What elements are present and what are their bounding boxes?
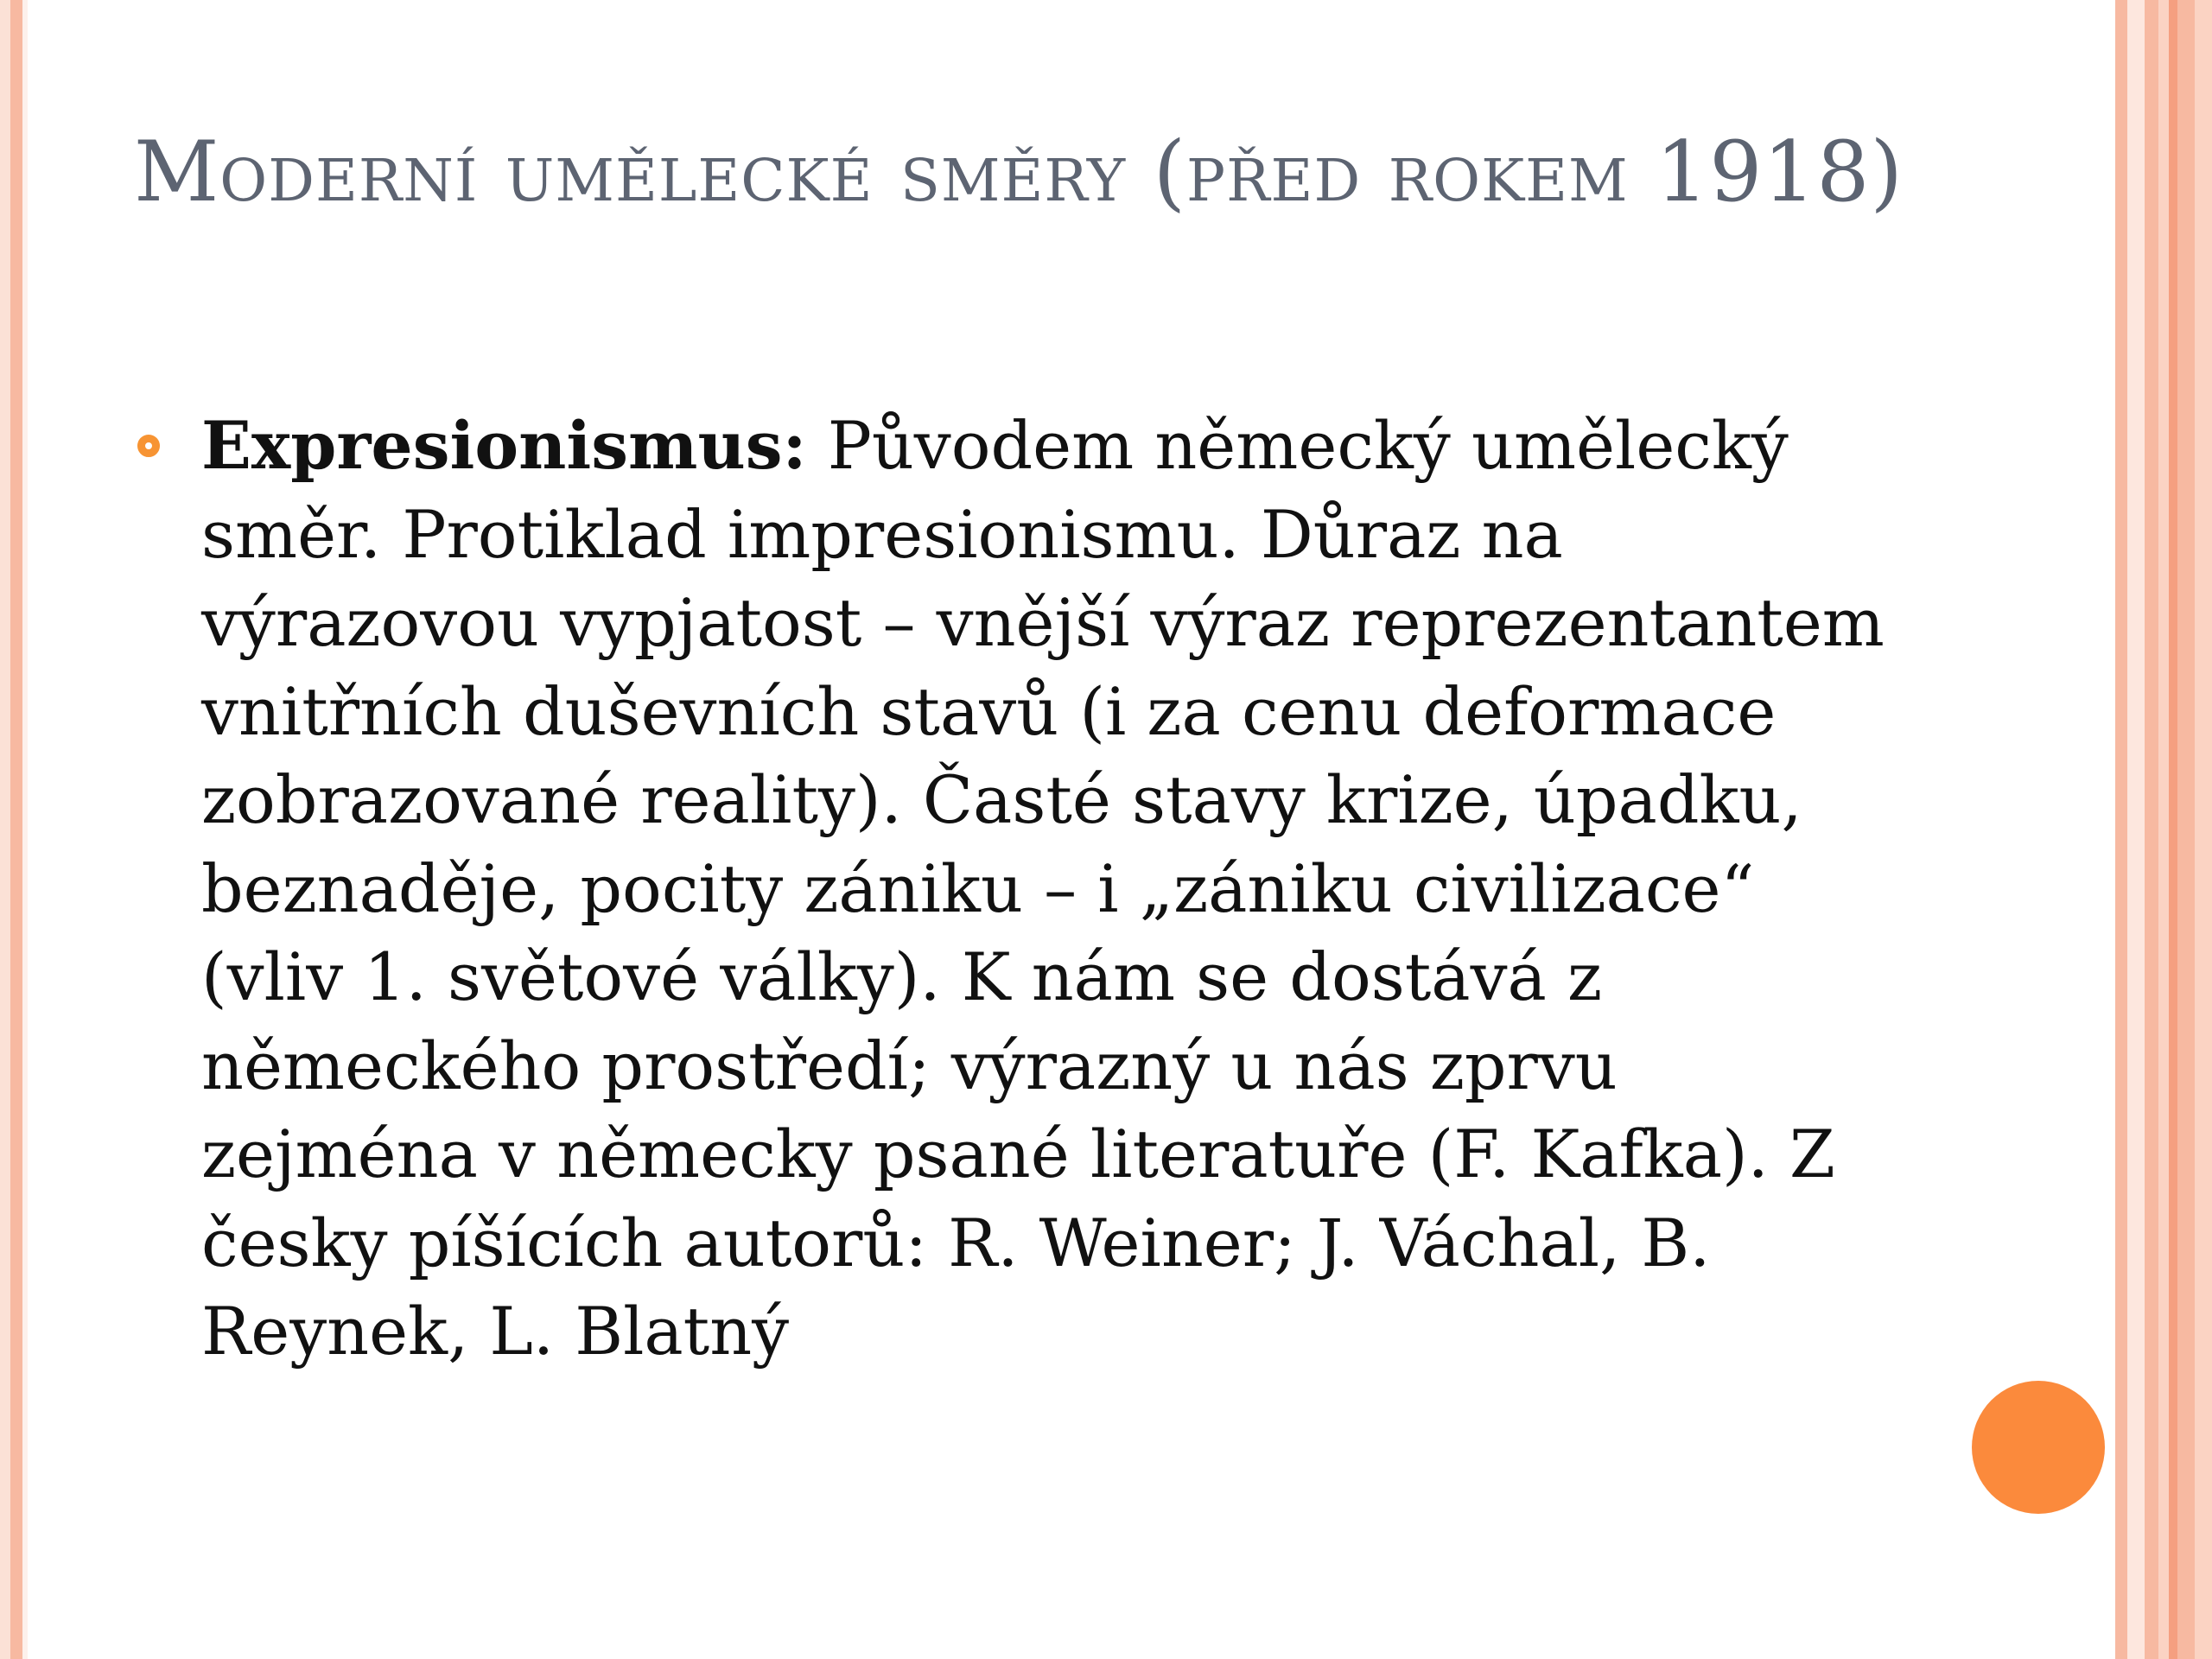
left-edge-band [0, 0, 10, 1659]
right-edge-stripe [2127, 0, 2145, 1659]
bullet-ring-icon [137, 435, 160, 457]
right-edge-stripe [2158, 0, 2169, 1659]
bullet-text: Původem německý umělecký směr. Protiklad impresionismu. Důraz na výrazovou vypjatost – vnější výraz reprezentantem vnitřních duševních stavů (i za cenu deformace zobrazované reality). Časté stavy krize, úpadku, beznaděje, pocity zániku – i „zániku civilizace“ (vliv 1. světové války). K nám se dostává z německého prostředí; výrazný u nás zprvu zejména v německy psané literatuře (F. Kafka). Z česky píšících autorů: R. Weiner; J. Váchal, B. Reynek, L. Blatný [201, 407, 1885, 1370]
left-edge-highlight [22, 0, 28, 1659]
bullet-term: Expresionismus: [201, 407, 807, 484]
bullet-item [134, 402, 1914, 1376]
left-edge-stripe [10, 0, 22, 1659]
decorative-circle [1972, 1381, 2105, 1514]
right-edge-stripe [2169, 0, 2177, 1659]
slide-body [134, 402, 1914, 1376]
right-edge-stripe [2115, 0, 2127, 1659]
right-edge-stripe [2177, 0, 2195, 1659]
slide-title: Moderní umělecké směry (před rokem 1918) [134, 124, 1904, 220]
right-edge-stripe [2145, 0, 2158, 1659]
right-edge-stripe [2195, 0, 2212, 1659]
